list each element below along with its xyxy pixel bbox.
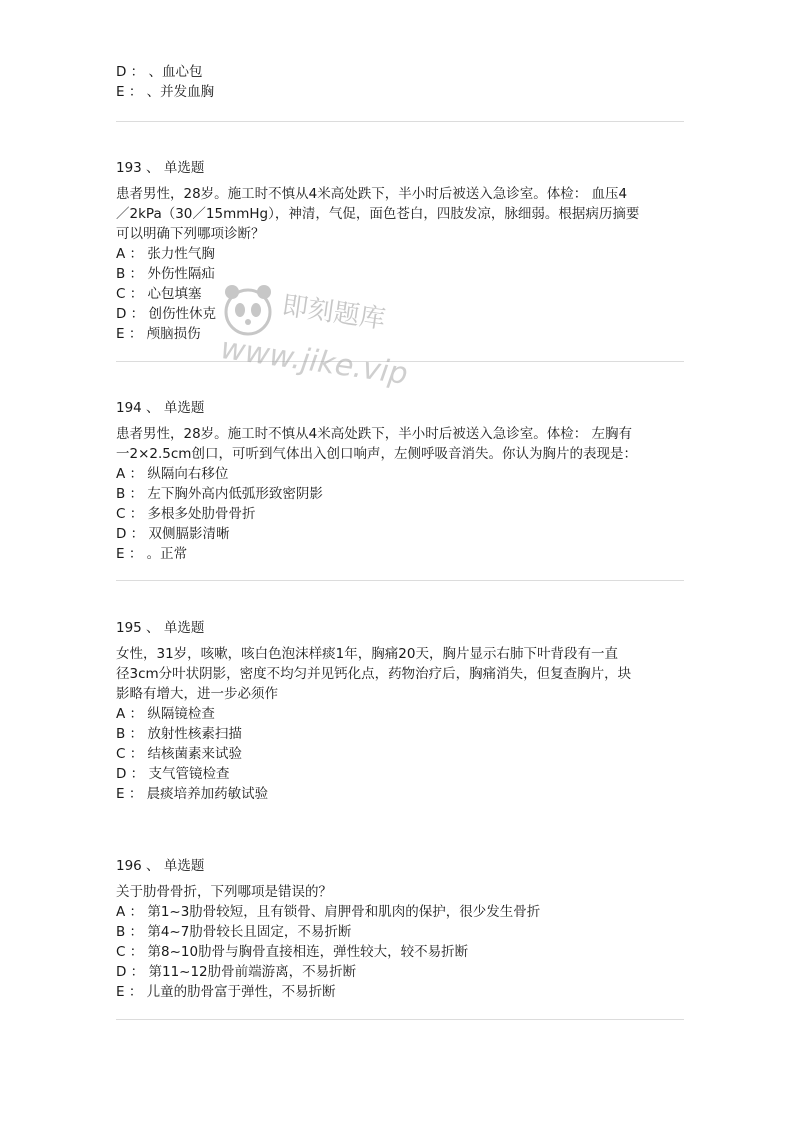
option-d: D ： 支气管镜检查 [116, 766, 230, 782]
option-b: B ： 左下胸外高内低弧形致密阴影 [116, 486, 323, 502]
option-d: D ： 创伤性休克 [116, 306, 216, 322]
option-c: C ： 心包填塞 [116, 286, 202, 302]
option-d: D ： 双侧膈影清晰 [116, 526, 230, 542]
stem-line: 一2×2.5cm创口，可听到气体出入创口响声，左侧呼吸音消失。你认为胸片的表现是： [116, 446, 637, 462]
option-a: A ： 纵隔镜检查 [116, 706, 215, 722]
stem-line: 患者男性，28岁。施工时不慎从4米高处跌下，半小时后被送入急诊室。体检： 左胸有 [116, 426, 633, 442]
option-e: E ： 儿童的肋骨富于弹性，不易折断 [116, 984, 336, 1000]
option-c: C ： 多根多处肋骨骨折 [116, 506, 256, 522]
stem-line: ／2kPa（30／15mmHg），神清，气促，面色苍白，四肢发凉，脉细弱。根据病历摘要 [116, 206, 640, 222]
option-e: E ： 颅脑损伤 [116, 326, 201, 342]
option-e: E ： 。正常 [116, 546, 188, 562]
option-e: E ： 晨痰培养加药敏试验 [116, 786, 269, 802]
stem-line: 关于肋骨骨折，下列哪项是错误的？ [116, 884, 332, 900]
option-c: C ： 第8~10肋骨与胸骨直接相连，弹性较大，较不易折断 [116, 944, 469, 960]
option-e: E ： 、并发血胸 [116, 84, 215, 100]
stem-line: 患者男性，28岁。施工时不慎从4米高处跌下，半小时后被送入急诊室。体检： 血压4 [116, 186, 628, 202]
option-d: D ： 第11~12肋骨前端游离，不易折断 [116, 964, 357, 980]
question-header: 193 、 单选题 [116, 160, 205, 176]
stem-line: 影略有增大，进一步必须作 [116, 686, 278, 702]
divider [116, 1019, 684, 1020]
divider [116, 580, 684, 581]
question-header: 195 、 单选题 [116, 620, 205, 636]
option-a: A ： 第1~3肋骨较短，且有锁骨、肩胛骨和肌肉的保护，很少发生骨折 [116, 904, 541, 920]
option-a: A ： 纵隔向右移位 [116, 466, 229, 482]
stem-line: 女性，31岁，咳嗽，咳白色泡沫样痰1年，胸痛20天，胸片显示右肺下叶背段有一直 [116, 646, 618, 662]
watermark [212, 278, 432, 428]
question-header: 196 、 单选题 [116, 858, 205, 874]
stem-line: 径3cm分叶状阴影，密度不均匀并见钙化点，药物治疗后，胸痛消失，但复查胸片，块 [116, 666, 632, 682]
stem-line: 可以明确下列哪项诊断？ [116, 226, 265, 242]
question-header: 194 、 单选题 [116, 400, 205, 416]
option-a: A ： 张力性气胸 [116, 246, 215, 262]
option-c: C ： 结核菌素来试验 [116, 746, 243, 762]
watermark-url: www.jike.vip [218, 331, 410, 392]
option-d: D ： 、血心包 [116, 64, 203, 80]
option-b: B ： 第4~7肋骨较长且固定，不易折断 [116, 924, 352, 940]
option-b: B ： 放射性核素扫描 [116, 726, 242, 742]
divider [116, 121, 684, 122]
option-b: B ： 外伤性隔疝 [116, 266, 215, 282]
watermark-brand: 即刻题库 [280, 290, 388, 336]
